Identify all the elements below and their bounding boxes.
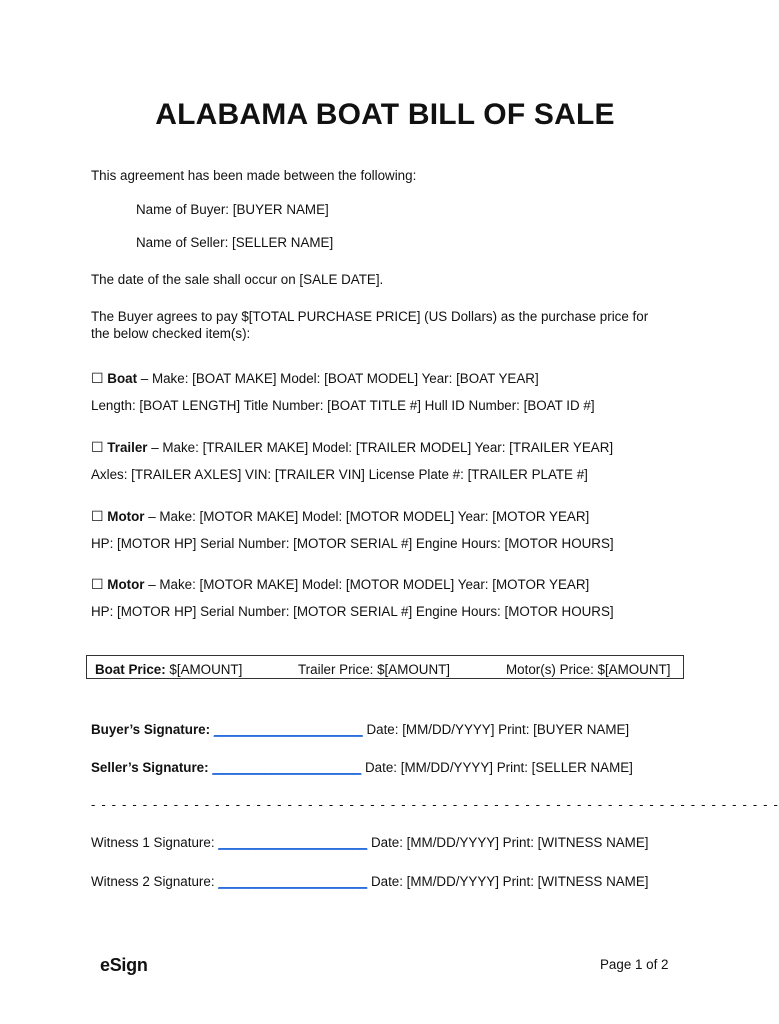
motor1-details-1: – Make: [MOTOR MAKE] Model: [MOTOR MODEL] Year: [MOTOR YEAR] — [144, 509, 590, 524]
boat-price-label: Boat Price: — [95, 662, 166, 677]
esign-logo: eSign — [100, 955, 148, 975]
buyer-date-print: Date: [MM/DD/YYYY] Print: [BUYER NAME] — [362, 722, 630, 737]
motor-price[interactable]: Motor(s) Price: $[AMOUNT] — [506, 662, 671, 677]
motor2-item — [91, 576, 589, 593]
boat-item — [91, 370, 539, 387]
witness1-signature-label: Witness 1 Signature: — [91, 835, 219, 850]
seller-name-line: Name of Seller: [SELLER NAME] — [136, 235, 334, 250]
boat-details-1: – Make: [BOAT MAKE] Model: [BOAT MODEL] Year: [BOAT YEAR] — [137, 371, 539, 386]
trailer-item — [91, 439, 613, 456]
witness1-signature-field[interactable]: ____________________ — [218, 835, 368, 850]
trailer-details-2: Axles: [TRAILER AXLES] VIN: [TRAILER VIN] License Plate #: [TRAILER PLATE #] — [91, 467, 588, 482]
motor2-details-2: HP: [MOTOR HP] Serial Number: [MOTOR SERIAL #] Engine Hours: [MOTOR HOURS] — [91, 604, 614, 619]
motor2-checkbox[interactable]: ☐ — [91, 576, 104, 592]
witness2-date-print: Date: [MM/DD/YYYY] Print: [WITNESS NAME] — [367, 874, 649, 889]
sale-date-line: The date of the sale shall occur on [SALE DATE]. — [91, 272, 384, 287]
intro-text: This agreement has been made between the following: — [91, 168, 417, 183]
trailer-price[interactable]: Trailer Price: $[AMOUNT] — [298, 662, 451, 677]
witness2-signature-label: Witness 2 Signature: — [91, 874, 219, 889]
document-title: ALABAMA BOAT BILL OF SALE — [155, 98, 615, 131]
payment-line-1: The Buyer agrees to pay $[TOTAL PURCHASE PRICE] (US Dollars) as the purchase price for — [91, 309, 649, 324]
boat-details-2: Length: [BOAT LENGTH] Title Number: [BOAT TITLE #] Hull ID Number: [BOAT ID #] — [91, 398, 595, 413]
buyer-name-line: Name of Buyer: [BUYER NAME] — [136, 202, 329, 217]
motor2-details-1: – Make: [MOTOR MAKE] Model: [MOTOR MODEL] Year: [MOTOR YEAR] — [144, 577, 590, 592]
trailer-checkbox[interactable]: ☐ — [91, 439, 104, 455]
boat-price — [95, 662, 242, 677]
separator-line: - - - - - - - - - - - - - - - - - - - - - - - - - - - - - - - - - - - - - - - - - - - - - - - - - - - - - - - - - - - - - - - - - - - — [91, 797, 779, 812]
seller-signature-field[interactable]: ____________________ — [212, 760, 362, 775]
seller-signature-row — [91, 760, 633, 775]
motor1-details-2: HP: [MOTOR HP] Serial Number: [MOTOR SERIAL #] Engine Hours: [MOTOR HOURS] — [91, 536, 614, 551]
witness2-signature-field[interactable]: ____________________ — [218, 874, 368, 889]
witness1-signature-row — [91, 835, 648, 850]
buyer-signature-label: Buyer’s Signature: — [91, 722, 211, 737]
page-number: Page 1 of 2 — [600, 957, 669, 972]
motor1-checkbox[interactable]: ☐ — [91, 508, 104, 524]
seller-date-print: Date: [MM/DD/YYYY] Print: [SELLER NAME] — [361, 760, 633, 775]
motor2-label: Motor — [107, 577, 145, 592]
trailer-label: Trailer — [107, 440, 148, 455]
witness1-date-print: Date: [MM/DD/YYYY] Print: [WITNESS NAME] — [367, 835, 649, 850]
motor1-label: Motor — [107, 509, 145, 524]
trailer-details-1: – Make: [TRAILER MAKE] Model: [TRAILER MODEL] Year: [TRAILER YEAR] — [147, 440, 614, 455]
motor1-item — [91, 508, 589, 525]
boat-price-value[interactable]: $[AMOUNT] — [165, 662, 243, 677]
buyer-signature-row — [91, 722, 629, 737]
seller-signature-label: Seller’s Signature: — [91, 760, 209, 775]
boat-checkbox[interactable]: ☐ — [91, 370, 104, 386]
payment-line-2: the below checked item(s): — [91, 326, 251, 341]
witness2-signature-row — [91, 874, 648, 889]
buyer-signature-field[interactable]: ____________________ — [213, 722, 363, 737]
boat-label: Boat — [107, 371, 138, 386]
